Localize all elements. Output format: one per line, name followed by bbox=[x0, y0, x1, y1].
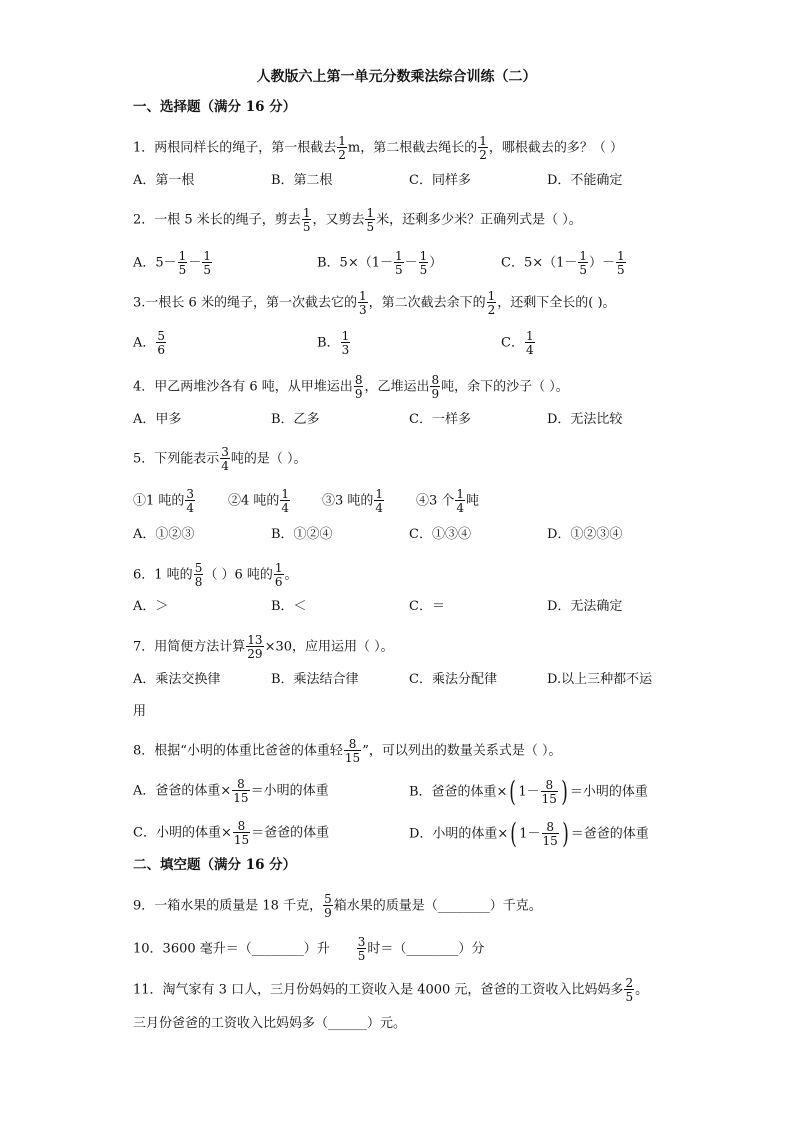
q8-option-a: A．爸爸的体重× $\frac{8}{15}$ ＝小明的体重 bbox=[133, 777, 329, 805]
q2-option-b: B．5×（1－ $\frac{1}{5}$ － $\frac{1}{5}$ ） bbox=[317, 249, 443, 277]
q5-item-4: ④3 个 $\frac{1}{4}$ 吨 bbox=[416, 487, 480, 515]
q7-option-b: B．乘法结合律 bbox=[271, 672, 359, 687]
q1-option-a: A．第一根 bbox=[133, 173, 195, 188]
q5-option-b: B．①②④ bbox=[271, 527, 333, 542]
question-4: 4．甲乙两堆沙各有 6 吨，从甲堆运出 $\frac{8}{9}$ ，乙堆运出 $\frac{8}{9}$ 吨，余下的沙子（ ）。 bbox=[133, 373, 569, 401]
question-9: 9．一箱水果的质量是 18 千克， $\frac{5}{9}$ 箱水果的质量是（________）千克。 bbox=[133, 892, 542, 920]
fraction: $\frac{8}{9}$ bbox=[354, 373, 363, 401]
q6-option-c: C．＝ bbox=[409, 599, 445, 614]
question-3: 3.一根长 6 米的绳子，第一次截去它的 $\frac{1}{3}$ ，第二次截去余下的 $\frac{1}{2}$ ，还剩下全长的( )。 bbox=[133, 289, 616, 317]
fraction: $\frac{1}{5}$ bbox=[302, 206, 311, 234]
q7-option-c: C．乘法分配律 bbox=[409, 672, 497, 687]
section-fill-heading: 二、填空题（满分 16 分） bbox=[133, 857, 297, 873]
question-11: 11．淘气家有 3 口人，三月份妈妈的工资收入是 4000 元，爸爸的工资收入比妈妈多 $\frac{2}{5}$ 。 bbox=[133, 976, 649, 1004]
q1-option-b: B．第二根 bbox=[271, 173, 333, 188]
fraction: $\frac{8}{15}$ bbox=[344, 737, 361, 765]
q1-option-c: C．同样多 bbox=[409, 173, 471, 188]
q8-option-b: B．爸爸的体重×( 1－ $\frac{8}{15}$ ) ＝小明的体重 bbox=[409, 775, 648, 808]
q2-option-c: C．5×（1－ $\frac{1}{5}$ ）－ $\frac{1}{5}$ bbox=[501, 249, 625, 277]
q5-option-a: A．①②③ bbox=[133, 527, 195, 542]
fraction: $\frac{3}{5}$ bbox=[357, 935, 366, 963]
fraction: $\frac{13}{29}$ bbox=[247, 633, 263, 661]
fraction: $\frac{1}{2}$ bbox=[338, 134, 346, 162]
q8-option-d: D．小明的体重×( 1－ $\frac{8}{15}$ ) ＝爸爸的体重 bbox=[409, 817, 649, 850]
q3-option-b: B． $\frac{1}{3}$ bbox=[317, 329, 350, 357]
q1-option-d: D．不能确定 bbox=[547, 173, 623, 188]
q5-item-3: ③3 吨的 $\frac{1}{4}$ bbox=[322, 487, 384, 515]
fraction: $\frac{3}{4}$ bbox=[221, 445, 229, 473]
q3-option-a: A． $\frac{5}{6}$ bbox=[133, 329, 166, 357]
q5-option-d: D．①②③④ bbox=[547, 527, 623, 542]
question-2: 2．一根 5 米长的绳子，剪去 $\frac{1}{5}$ ，又剪去 $\frac{1}{5}$ 米，还剩多少米？正确列式是（ ）。 bbox=[133, 206, 582, 234]
q4-option-c: C．一样多 bbox=[409, 412, 471, 427]
fraction: $\frac{8}{9}$ bbox=[431, 373, 440, 401]
q5-item-1: ①1 吨的 $\frac{3}{4}$ bbox=[133, 487, 195, 515]
fraction: $\frac{2}{5}$ bbox=[625, 976, 634, 1004]
q4-option-a: A．甲多 bbox=[133, 412, 182, 427]
q2-option-a: A．5－ $\frac{1}{5}$ － $\frac{1}{5}$ bbox=[133, 249, 211, 277]
question-5: 5．下列能表示 $\frac{3}{4}$ 吨的是（ ）。 bbox=[133, 445, 307, 473]
section-choice-heading: 一、选择题（满分 16 分） bbox=[133, 99, 297, 115]
fraction: $\frac{1}{2}$ bbox=[487, 289, 496, 317]
page-title: 人教版六上第一单元分数乘法综合训练（二） bbox=[256, 69, 537, 85]
question-11-line2: 三月份爸爸的工资收入比妈妈多（______）元。 bbox=[133, 1016, 407, 1031]
fraction: $\frac{1}{6}$ bbox=[274, 561, 283, 589]
q3-option-c: C． $\frac{1}{4}$ bbox=[501, 329, 534, 357]
question-8: 8．根据“小明的体重比爸爸的体重轻 $\frac{8}{15}$ ”，可以列出的数量关系式是（ ）。 bbox=[133, 737, 562, 765]
fraction: $\frac{1}{2}$ bbox=[479, 134, 487, 162]
q4-option-d: D．无法比较 bbox=[547, 412, 623, 427]
q7-option-d-wrap: 用 bbox=[133, 704, 147, 719]
fraction: $\frac{1}{5}$ bbox=[366, 206, 375, 234]
q7-option-a: A．乘法交换律 bbox=[133, 672, 221, 687]
fraction: $\frac{5}{9}$ bbox=[324, 892, 332, 920]
question-6: 6．1 吨的 $\frac{5}{8}$ （ ）6 吨的 $\frac{1}{6}$ 。 bbox=[133, 561, 298, 589]
q6-option-a: A．＞ bbox=[133, 599, 169, 614]
q4-option-b: B．乙多 bbox=[271, 412, 320, 427]
q5-item-2: ②4 吨的 $\frac{1}{4}$ bbox=[228, 487, 290, 515]
q7-option-d: D.以上三种都不运 bbox=[547, 672, 653, 687]
q8-option-c: C．小明的体重× $\frac{8}{15}$ ＝爸爸的体重 bbox=[133, 819, 330, 847]
q6-option-d: D．无法确定 bbox=[547, 599, 623, 614]
q6-option-b: B．＜ bbox=[271, 599, 307, 614]
fraction: $\frac{5}{8}$ bbox=[194, 561, 203, 589]
q5-option-c: C．①③④ bbox=[409, 527, 471, 542]
question-7: 7．用简便方法计算 $\frac{13}{29}$ ×30，应用运用（ ）。 bbox=[133, 633, 394, 661]
question-1: 1．两根同样长的绳子，第一根截去 $\frac{1}{2}$ m，第二根截去绳长的 $\frac{1}{2}$ ，哪根截去的多？（ ） bbox=[133, 134, 624, 162]
fraction: $\frac{1}{3}$ bbox=[358, 289, 367, 317]
question-10: 10．3600 毫升＝（________）升 $\frac{3}{5}$ 时＝（________）分 bbox=[133, 935, 485, 963]
